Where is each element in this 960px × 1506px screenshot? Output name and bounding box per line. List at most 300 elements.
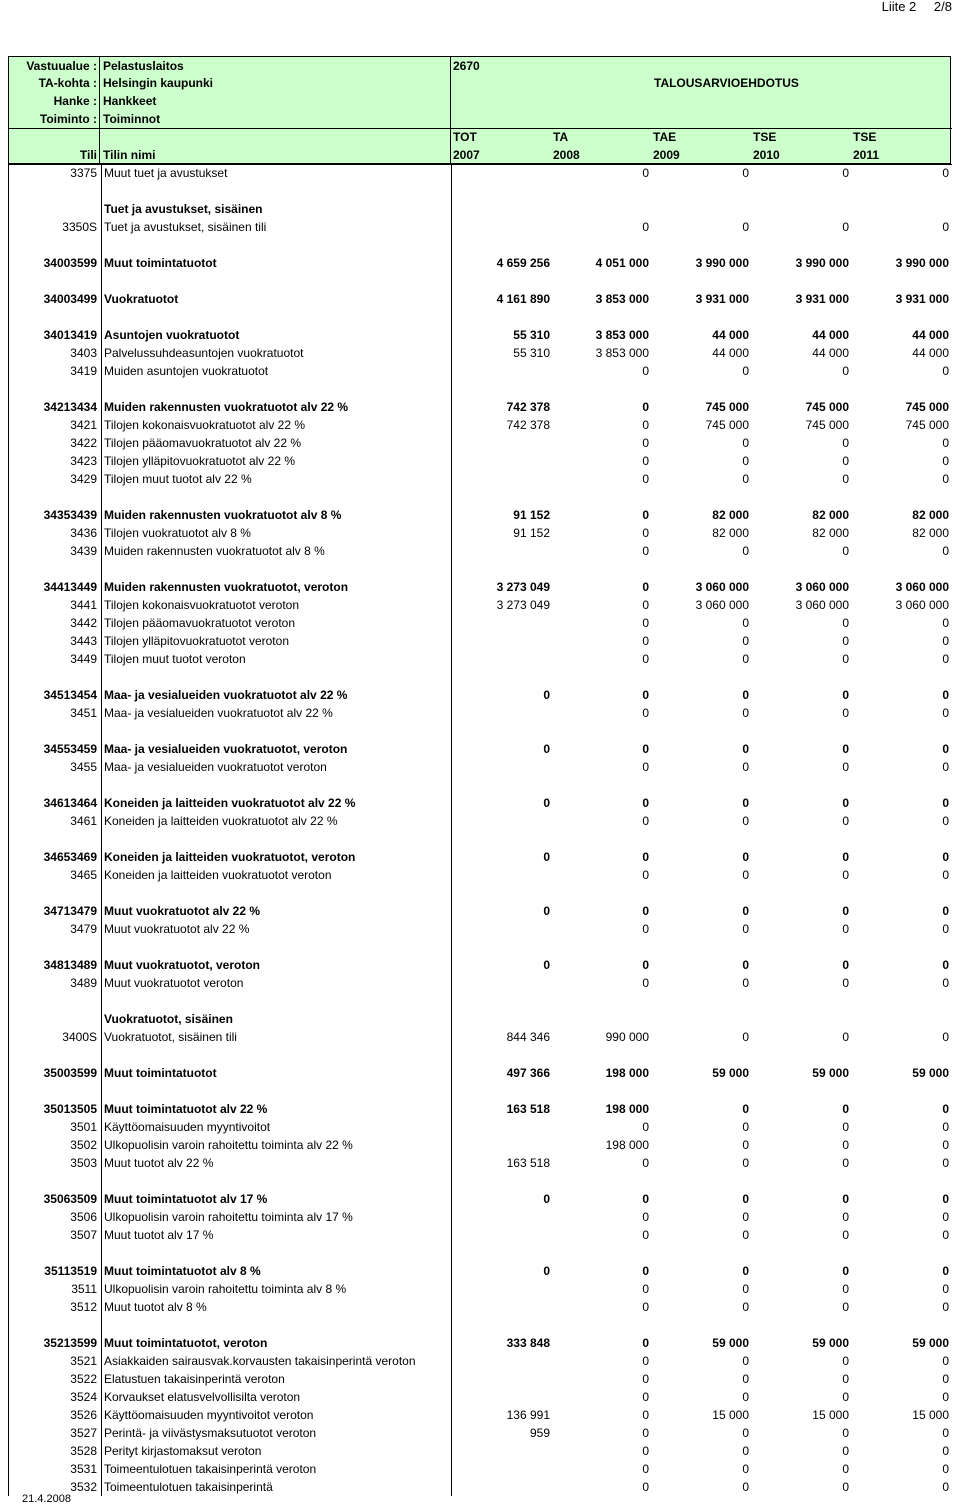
value-col-3: 3 931 000 — [795, 292, 849, 306]
table-row — [9, 1280, 952, 1298]
spacer-name-cell — [101, 308, 454, 326]
value-col-4: 0 — [942, 616, 949, 630]
account-number: 3375 — [70, 166, 97, 180]
spacer-row — [9, 1172, 952, 1190]
spacer-value-cell — [451, 830, 550, 848]
account-name: Tilojen pääomavuokratuotot alv 22 % — [101, 434, 454, 452]
value-col-4: 745 000 — [905, 418, 949, 432]
value-col-4: 0 — [942, 1156, 949, 1170]
account-name: Muut toimintatuotot — [101, 254, 454, 272]
spacer-value-cell — [451, 560, 550, 578]
value-col-1: 990 000 — [605, 1030, 649, 1044]
value-col-3: 0 — [842, 904, 849, 918]
account-name: Muut vuokratuotot veroton — [101, 974, 454, 992]
page-number: 2/8 — [933, 0, 952, 14]
value-col-1: 0 — [642, 1282, 649, 1296]
value-col-3: 0 — [842, 1372, 849, 1386]
value-col-2: 0 — [742, 1138, 749, 1152]
value-col-1: 0 — [642, 634, 649, 648]
spacer-name-cell — [101, 236, 454, 254]
value-col-1: 0 — [642, 1192, 649, 1206]
account-number: 34613464 — [43, 796, 97, 810]
account-name: Muiden rakennusten vuokratuotot, veroton — [101, 578, 454, 596]
group-row — [9, 578, 952, 596]
table-row — [9, 1028, 952, 1046]
spacer-row — [9, 272, 952, 290]
group-row — [9, 1190, 952, 1208]
value-col-2: 0 — [742, 436, 749, 450]
value-col-4: 0 — [942, 1120, 949, 1134]
spacer-name-cell — [101, 380, 454, 398]
value-col-4: 0 — [942, 850, 949, 864]
value-col-0: 0 — [451, 686, 550, 704]
value-col-0 — [451, 974, 550, 992]
value-col-3: 0 — [842, 634, 849, 648]
value-col-3: 0 — [842, 436, 849, 450]
value-col-0 — [451, 1478, 550, 1496]
value-col-1: 0 — [642, 904, 649, 918]
value-col-1: 0 — [642, 364, 649, 378]
value-col-4: 0 — [942, 922, 949, 936]
value-col-0 — [451, 920, 550, 938]
value-col-0 — [451, 1442, 550, 1460]
unit-code: 2670 — [453, 59, 480, 73]
spacer-name-cell — [101, 488, 454, 506]
value-col-3: 0 — [842, 742, 849, 756]
spacer-row — [9, 182, 952, 200]
spacer-row — [9, 884, 952, 902]
value-col-4: 0 — [942, 976, 949, 990]
spacer-name-cell — [101, 182, 454, 200]
value-col-1: 0 — [642, 868, 649, 882]
account-number: 34003499 — [43, 292, 97, 306]
table-row — [9, 758, 952, 776]
value-col-2: 15 000 — [712, 1408, 749, 1422]
value-col-3: 0 — [842, 1480, 849, 1494]
table-row — [9, 1352, 952, 1370]
account-number: 34713479 — [43, 904, 97, 918]
col-year-2007: 2007 — [453, 148, 480, 162]
table-row — [9, 434, 952, 452]
value-col-3: 0 — [842, 760, 849, 774]
account-number: 34353439 — [43, 508, 97, 522]
group-row — [9, 506, 952, 524]
value-col-4: 44 000 — [912, 328, 949, 342]
value-col-2: 59 000 — [712, 1066, 749, 1080]
spacer-name-cell — [101, 668, 454, 686]
value-col-4: 0 — [942, 454, 949, 468]
account-number: 35213599 — [43, 1336, 97, 1350]
value-col-2: 745 000 — [705, 418, 749, 432]
value-col-4: 59 000 — [912, 1336, 949, 1350]
value-col-2: 0 — [742, 1462, 749, 1476]
group-row — [9, 326, 952, 344]
account-name: Korvaukset elatusvelvollisilta veroton — [101, 1388, 454, 1406]
value-col-3: 0 — [842, 544, 849, 558]
value-col-1: 3 853 000 — [595, 328, 649, 342]
value-col-0: 0 — [451, 794, 550, 812]
account-name: Käyttöomaisuuden myyntivoitot — [101, 1118, 454, 1136]
value-col-1: 0 — [642, 1300, 649, 1314]
account-name: Muut tuotot alv 17 % — [101, 1226, 454, 1244]
account-name: Koneiden ja laitteiden vuokratuotot, veroton — [101, 848, 454, 866]
account-number: 3422 — [70, 436, 97, 450]
group-row — [9, 254, 952, 272]
value-col-0 — [451, 1298, 550, 1316]
spacer-name-cell — [101, 830, 454, 848]
value-col-0 — [451, 1352, 550, 1370]
value-col-4: 0 — [942, 1210, 949, 1224]
value-col-2: 3 060 000 — [695, 598, 749, 612]
account-name: Muut vuokratuotot alv 22 % — [101, 902, 454, 920]
value-col-4: 0 — [942, 904, 949, 918]
value-col-4: 0 — [942, 364, 949, 378]
value-col-4: 59 000 — [912, 1066, 949, 1080]
value-col-0: 959 — [451, 1424, 550, 1442]
table-row — [9, 812, 952, 830]
account-name: Maa- ja vesialueiden vuokratuotot alv 22 % — [101, 704, 454, 722]
value-col-1: 0 — [642, 1354, 649, 1368]
account-name: Maa- ja vesialueiden vuokratuotot alv 22 % — [101, 686, 454, 704]
value-col-4: 0 — [942, 796, 949, 810]
value-col-4: 0 — [942, 868, 949, 882]
value-col-3: 0 — [842, 652, 849, 666]
account-name: Tilojen ylläpitovuokratuotot veroton — [101, 632, 454, 650]
value-col-2: 44 000 — [712, 346, 749, 360]
spacer-value-cell — [451, 668, 550, 686]
table-row — [9, 1424, 952, 1442]
value-col-4: 0 — [942, 958, 949, 972]
document-title: TALOUSARVIOEHDOTUS — [654, 76, 799, 90]
value-col-1: 0 — [642, 706, 649, 720]
account-number: 34003599 — [43, 256, 97, 270]
value-col-2: 3 990 000 — [695, 256, 749, 270]
spacer-name-cell — [101, 1046, 454, 1064]
value-col-4: 0 — [942, 742, 949, 756]
value-col-0 — [451, 362, 550, 380]
value-col-3: 0 — [842, 868, 849, 882]
value-col-0 — [451, 1460, 550, 1478]
value-col-2: 3 931 000 — [695, 292, 749, 306]
value-col-1: 0 — [642, 526, 649, 540]
table-row — [9, 1298, 952, 1316]
spacer-value-cell — [451, 272, 550, 290]
value-col-4: 0 — [942, 220, 949, 234]
account-number: 3429 — [70, 472, 97, 486]
account-number: 35113519 — [44, 1264, 97, 1278]
value-col-3: 44 000 — [812, 346, 849, 360]
value-col-1: 0 — [642, 1264, 649, 1278]
value-col-1: 3 853 000 — [595, 292, 649, 306]
value-col-1: 0 — [642, 760, 649, 774]
account-number: 3532 — [70, 1480, 97, 1494]
value-col-0 — [451, 164, 550, 182]
table-row — [9, 542, 952, 560]
value-col-0 — [451, 1010, 550, 1028]
value-col-4: 3 060 000 — [895, 598, 949, 612]
value-col-4: 0 — [942, 1444, 949, 1458]
group-row — [9, 1064, 952, 1082]
value-col-1: 0 — [642, 976, 649, 990]
value-col-0: 0 — [451, 848, 550, 866]
value-col-0: 4 161 890 — [451, 290, 550, 308]
account-name: Vuokratuotot, sisäinen — [101, 1010, 454, 1028]
spacer-name-cell — [101, 1316, 454, 1334]
value-col-2: 0 — [742, 1264, 749, 1278]
account-number: 3531 — [70, 1462, 97, 1476]
value-col-0 — [451, 1136, 550, 1154]
value-col-3: 745 000 — [805, 400, 849, 414]
value-col-1: 0 — [642, 652, 649, 666]
account-number: 3511 — [71, 1282, 97, 1296]
account-number: 34513454 — [43, 688, 97, 702]
value-col-4: 0 — [942, 1462, 949, 1476]
value-col-2: 0 — [742, 1426, 749, 1440]
spacer-row — [9, 560, 952, 578]
value-col-2: 0 — [742, 1030, 749, 1044]
col-year-2010: 2010 — [753, 148, 780, 162]
table-row — [9, 1208, 952, 1226]
account-name: Vuokratuotot — [101, 290, 454, 308]
value-col-0: 55 310 — [451, 344, 550, 362]
value-col-3: 0 — [842, 688, 849, 702]
value-col-1: 0 — [642, 1372, 649, 1386]
account-number: 34413449 — [43, 580, 97, 594]
value-col-3: 745 000 — [805, 418, 849, 432]
value-col-1: 0 — [642, 1408, 649, 1422]
value-col-4: 0 — [942, 688, 949, 702]
value-col-1: 0 — [642, 1120, 649, 1134]
value-col-3: 44 000 — [812, 328, 849, 342]
page-indicator — [868, 0, 952, 14]
spacer-row — [9, 668, 952, 686]
value-col-2: 0 — [742, 1282, 749, 1296]
value-col-2: 59 000 — [712, 1336, 749, 1350]
account-number: 3443 — [70, 634, 97, 648]
account-name: Toimeentulotuen takaisinperintä — [101, 1478, 454, 1496]
group-row — [9, 956, 952, 974]
value-col-3: 59 000 — [812, 1336, 849, 1350]
account-number: 3501 — [70, 1120, 97, 1134]
table-row — [9, 704, 952, 722]
table-row — [9, 1118, 952, 1136]
account-number: 3524 — [70, 1390, 97, 1404]
value-col-0: 0 — [451, 740, 550, 758]
value-col-3: 0 — [842, 1300, 849, 1314]
value-col-0: 0 — [451, 956, 550, 974]
account-name: Käyttöomaisuuden myyntivoitot veroton — [101, 1406, 454, 1424]
table-row — [9, 524, 952, 542]
footer-date: 21.4.2008 — [22, 1493, 71, 1505]
table-row — [9, 1370, 952, 1388]
value-col-2: 0 — [742, 958, 749, 972]
spacer-value-cell — [451, 308, 550, 326]
value-col-0: 55 310 — [451, 326, 550, 344]
value-col-3: 0 — [842, 1228, 849, 1242]
value-col-3: 0 — [842, 454, 849, 468]
value-col-2: 745 000 — [705, 400, 749, 414]
value-col-0: 742 378 — [451, 398, 550, 416]
value-col-1: 0 — [642, 400, 649, 414]
account-number: 35013505 — [43, 1102, 97, 1116]
value-col-3: 0 — [842, 1102, 849, 1116]
value-col-2: 0 — [742, 868, 749, 882]
value-col-0: 742 378 — [451, 416, 550, 434]
value-col-1: 0 — [642, 1156, 649, 1170]
table-row — [9, 1478, 952, 1496]
spacer-value-cell — [451, 380, 550, 398]
spacer-name-cell — [101, 560, 454, 578]
account-number: 3527 — [70, 1426, 97, 1440]
account-number: 34653469 — [43, 850, 97, 864]
value-col-1: 0 — [642, 1480, 649, 1494]
table-row — [9, 1460, 952, 1478]
spacer-value-cell — [451, 938, 550, 956]
value-col-2: 0 — [742, 814, 749, 828]
value-col-3: 0 — [842, 850, 849, 864]
col-tilin-nimi: Tilin nimi — [103, 148, 156, 162]
account-name: Muut toimintatuotot alv 22 % — [101, 1100, 454, 1118]
spacer-row — [9, 830, 952, 848]
value-col-3: 82 000 — [812, 508, 849, 522]
value-col-2: 0 — [742, 922, 749, 936]
value-col-4: 0 — [942, 1138, 949, 1152]
vastuualue-value: Pelastuslaitos — [103, 59, 184, 73]
account-name: Maa- ja vesialueiden vuokratuotot veroton — [101, 758, 454, 776]
table-row — [9, 650, 952, 668]
value-col-4: 0 — [942, 1354, 949, 1368]
value-col-2: 0 — [742, 616, 749, 630]
value-col-4: 0 — [942, 1426, 949, 1440]
value-col-2: 0 — [742, 706, 749, 720]
toiminto-value: Toiminnot — [103, 112, 161, 126]
account-number: 34213434 — [43, 400, 97, 414]
spacer-name-cell — [101, 884, 454, 902]
hanke-value: Hankkeet — [103, 94, 157, 108]
value-col-1: 0 — [642, 1462, 649, 1476]
account-name: Tilojen muut tuotot alv 22 % — [101, 470, 454, 488]
spacer-name-cell — [101, 992, 454, 1010]
value-col-1: 0 — [642, 436, 649, 450]
value-col-0 — [451, 758, 550, 776]
account-number: 3502 — [70, 1138, 97, 1152]
account-name: Tuet ja avustukset, sisäinen — [101, 200, 454, 218]
value-col-0: 0 — [451, 1190, 550, 1208]
takohta-label: TA-kohta : — [38, 76, 97, 90]
value-col-1: 0 — [642, 508, 649, 522]
spacer-name-cell — [101, 938, 454, 956]
value-col-1: 0 — [642, 1228, 649, 1242]
col-tili: Tili — [79, 148, 97, 162]
account-name: Muiden asuntojen vuokratuotot — [101, 362, 454, 380]
account-name: Muiden rakennusten vuokratuotot alv 8 % — [101, 506, 454, 524]
spacer-value-cell — [451, 722, 550, 740]
account-number: 35063509 — [43, 1192, 97, 1206]
budget-table — [8, 164, 952, 1496]
group-row — [9, 1100, 952, 1118]
account-name: Ulkopuolisin varoin rahoitettu toiminta alv 17 % — [101, 1208, 454, 1226]
account-number: 3522 — [70, 1372, 97, 1386]
account-name: Perityt kirjastomaksut veroton — [101, 1442, 454, 1460]
col-year-2009: 2009 — [653, 148, 680, 162]
account-number: 3421 — [70, 418, 97, 432]
value-col-3: 0 — [842, 1156, 849, 1170]
spacer-row — [9, 308, 952, 326]
value-col-0 — [451, 1370, 550, 1388]
value-col-1: 0 — [642, 580, 649, 594]
value-col-1: 198 000 — [605, 1138, 649, 1152]
toiminto-label: Toiminto : — [39, 112, 97, 126]
value-col-3: 0 — [842, 1462, 849, 1476]
value-col-4: 0 — [942, 436, 949, 450]
table-row — [9, 164, 952, 182]
account-name: Tilojen pääomavuokratuotot veroton — [101, 614, 454, 632]
value-col-3: 0 — [842, 976, 849, 990]
value-col-3: 0 — [842, 472, 849, 486]
account-number: 3441 — [70, 598, 97, 612]
value-col-0 — [451, 614, 550, 632]
value-col-4: 0 — [942, 1480, 949, 1494]
account-name: Muut tuet ja avustukset — [101, 164, 454, 182]
value-col-0 — [451, 1208, 550, 1226]
value-col-4: 0 — [942, 634, 949, 648]
value-col-0: 844 346 — [451, 1028, 550, 1046]
value-col-4: 0 — [942, 1300, 949, 1314]
account-name: Tilojen kokonaisvuokratuotot alv 22 % — [101, 416, 454, 434]
value-col-0 — [451, 1226, 550, 1244]
value-col-4: 0 — [942, 706, 949, 720]
value-col-2: 0 — [742, 688, 749, 702]
account-number: 3400S — [62, 1030, 97, 1044]
account-name: Muut toimintatuotot alv 8 % — [101, 1262, 454, 1280]
account-number: 3439 — [70, 544, 97, 558]
account-name: Tilojen ylläpitovuokratuotot alv 22 % — [101, 452, 454, 470]
spacer-row — [9, 992, 952, 1010]
account-name: Muut vuokratuotot, veroton — [101, 956, 454, 974]
value-col-2: 0 — [742, 850, 749, 864]
account-name: Tilojen kokonaisvuokratuotot veroton — [101, 596, 454, 614]
spacer-value-cell — [451, 992, 550, 1010]
account-name: Muut toimintatuotot — [101, 1064, 454, 1082]
value-col-1: 0 — [642, 1336, 649, 1350]
value-col-0: 3 273 049 — [451, 596, 550, 614]
account-number: 3503 — [70, 1156, 97, 1170]
value-col-0 — [451, 1388, 550, 1406]
group-row — [9, 398, 952, 416]
value-col-3: 0 — [842, 364, 849, 378]
account-name: Ulkopuolisin varoin rahoitettu toiminta alv 8 % — [101, 1280, 454, 1298]
value-col-2: 82 000 — [712, 526, 749, 540]
spacer-name-cell — [101, 722, 454, 740]
value-col-1: 4 051 000 — [595, 256, 649, 270]
account-number: 3461 — [70, 814, 97, 828]
account-number: 3526 — [70, 1408, 97, 1422]
table-row — [9, 416, 952, 434]
spacer-value-cell — [451, 1082, 550, 1100]
table-row — [9, 470, 952, 488]
value-col-2: 0 — [742, 742, 749, 756]
account-name: Vuokratuotot, sisäinen tili — [101, 1028, 454, 1046]
value-col-0 — [451, 704, 550, 722]
value-col-3: 15 000 — [812, 1408, 849, 1422]
value-col-2: 0 — [742, 544, 749, 558]
account-name: Muut toimintatuotot, veroton — [101, 1334, 454, 1352]
value-col-1: 0 — [642, 1426, 649, 1440]
group-row — [9, 1262, 952, 1280]
value-col-0 — [451, 632, 550, 650]
col-year-2011: 2011 — [853, 148, 880, 162]
spacer-value-cell — [451, 1172, 550, 1190]
